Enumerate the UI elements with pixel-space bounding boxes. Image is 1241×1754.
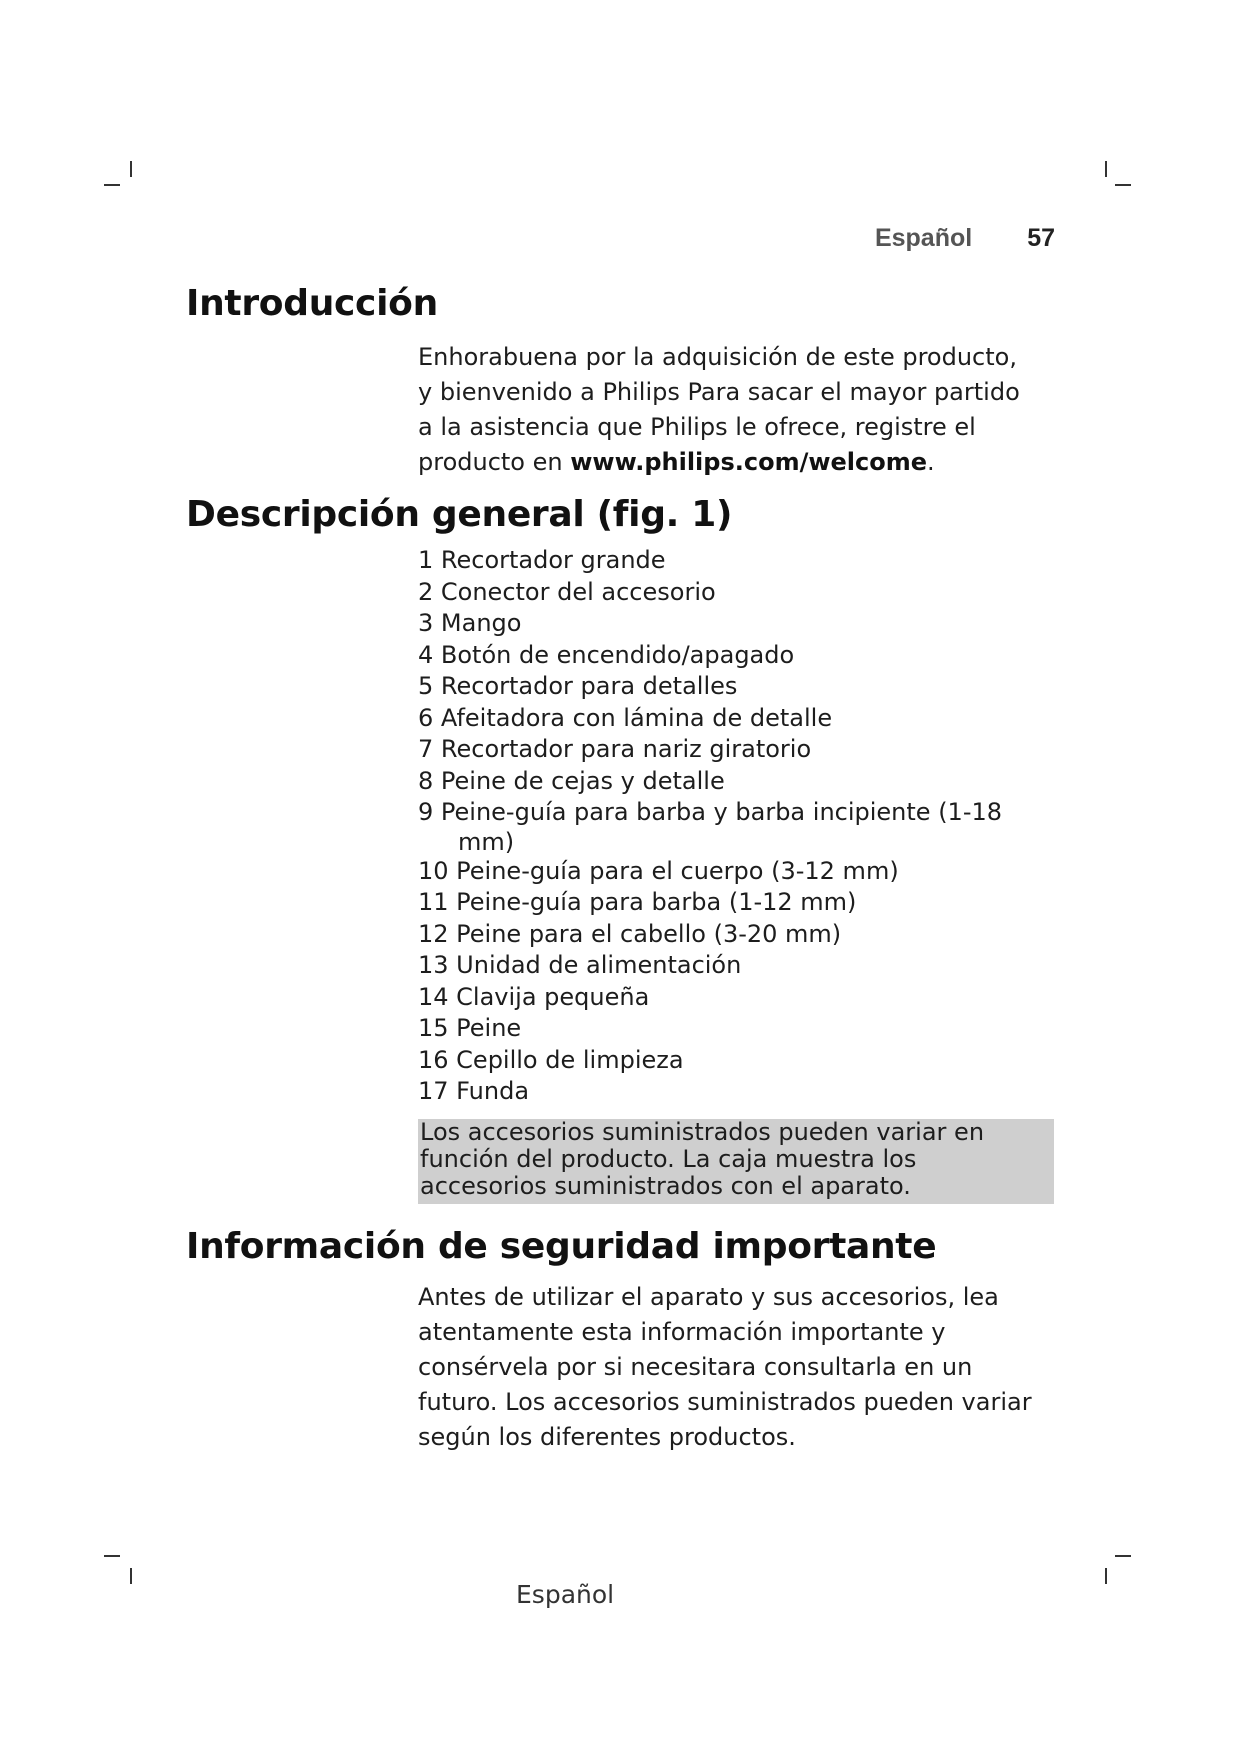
- note-line: función del producto. La caja muestra los: [420, 1145, 917, 1173]
- introduction-line: a la asistencia que Philips le ofrece, registre el: [418, 413, 976, 441]
- crop-mark-top-right-v: [1105, 161, 1107, 177]
- crop-mark-bottom-right-v: [1105, 1568, 1107, 1584]
- parts-list-item: 5 Recortador para detalles: [418, 672, 738, 700]
- parts-list-item: 4 Botón de encendido/apagado: [418, 640, 795, 669]
- introduction-title: Introducción: [186, 283, 438, 324]
- safety-line: Antes de utilizar el aparato y sus accesorios, lea: [418, 1283, 999, 1311]
- safety-line: consérvela por si necesitara consultarla en un: [418, 1353, 973, 1381]
- parts-list-item: 2 Conector del accesorio: [418, 577, 716, 606]
- safety-line: futuro. Los accesorios suministrados pueden variar: [418, 1388, 1032, 1416]
- note-line: accesorios suministrados con el aparato.: [420, 1172, 911, 1200]
- parts-list-item: 16 Cepillo de limpieza: [418, 1045, 684, 1074]
- introduction-body: [418, 340, 1058, 480]
- page-number: 57: [1027, 224, 1055, 252]
- safety-line: según los diferentes productos.: [418, 1423, 796, 1451]
- welcome-url: www.philips.com/welcome: [570, 448, 928, 476]
- parts-list-item: 3 Mango: [418, 609, 522, 637]
- safety-line: atentamente esta información importante y: [418, 1318, 946, 1346]
- safety-body: [418, 1280, 1058, 1455]
- introduction-line-last: [418, 445, 1058, 480]
- parts-list-item-continuation: mm): [458, 827, 515, 856]
- note-line: Los accesorios suministrados pueden variar en: [420, 1118, 985, 1146]
- crop-mark-top-right-h: [1115, 184, 1131, 186]
- introduction-line: y bienvenido a Philips Para sacar el mayor partido: [418, 378, 1020, 406]
- accessories-note: [418, 1119, 1054, 1204]
- crop-mark-bottom-left-h: [104, 1555, 120, 1557]
- parts-list-item: 17 Funda: [418, 1077, 530, 1105]
- parts-list-item: 15 Peine: [418, 1014, 522, 1042]
- parts-list-item: 12 Peine para el cabello (3-20 mm): [418, 919, 842, 948]
- introduction-line: Enhorabuena por la adquisición de este producto,: [418, 343, 1017, 371]
- footer-language: Español: [516, 1580, 615, 1609]
- safety-title: Información de seguridad importante: [186, 1226, 937, 1267]
- crop-mark-top-left-v: [130, 161, 132, 177]
- parts-list-item: 11 Peine-guía para barba (1-12 mm): [418, 888, 857, 916]
- crop-mark-top-left-h: [104, 184, 120, 186]
- parts-list: [418, 545, 1058, 1108]
- parts-list-item: 8 Peine de cejas y detalle: [418, 766, 725, 795]
- introduction-line-suffix: .: [927, 448, 935, 476]
- crop-mark-bottom-right-h: [1115, 1555, 1131, 1557]
- parts-list-item: 1 Recortador grande: [418, 546, 666, 574]
- parts-list-item: 7 Recortador para nariz giratorio: [418, 735, 812, 763]
- introduction-line-prefix: producto en: [418, 448, 571, 476]
- running-header: [700, 224, 1055, 253]
- header-language: Español: [874, 224, 973, 252]
- parts-list-item: 13 Unidad de alimentación: [418, 951, 742, 979]
- crop-mark-bottom-left-v: [130, 1568, 132, 1584]
- parts-list-item: 6 Afeitadora con lámina de detalle: [418, 703, 833, 732]
- parts-list-item: 10 Peine-guía para el cuerpo (3-12 mm): [418, 856, 899, 885]
- parts-list-item-line: 9 Peine-guía para barba y barba incipiente (1-18: [418, 798, 1003, 826]
- parts-list-item-wrapped: [418, 797, 1058, 856]
- overview-title: Descripción general (fig. 1): [186, 494, 733, 535]
- parts-list-item: 14 Clavija pequeña: [418, 982, 650, 1011]
